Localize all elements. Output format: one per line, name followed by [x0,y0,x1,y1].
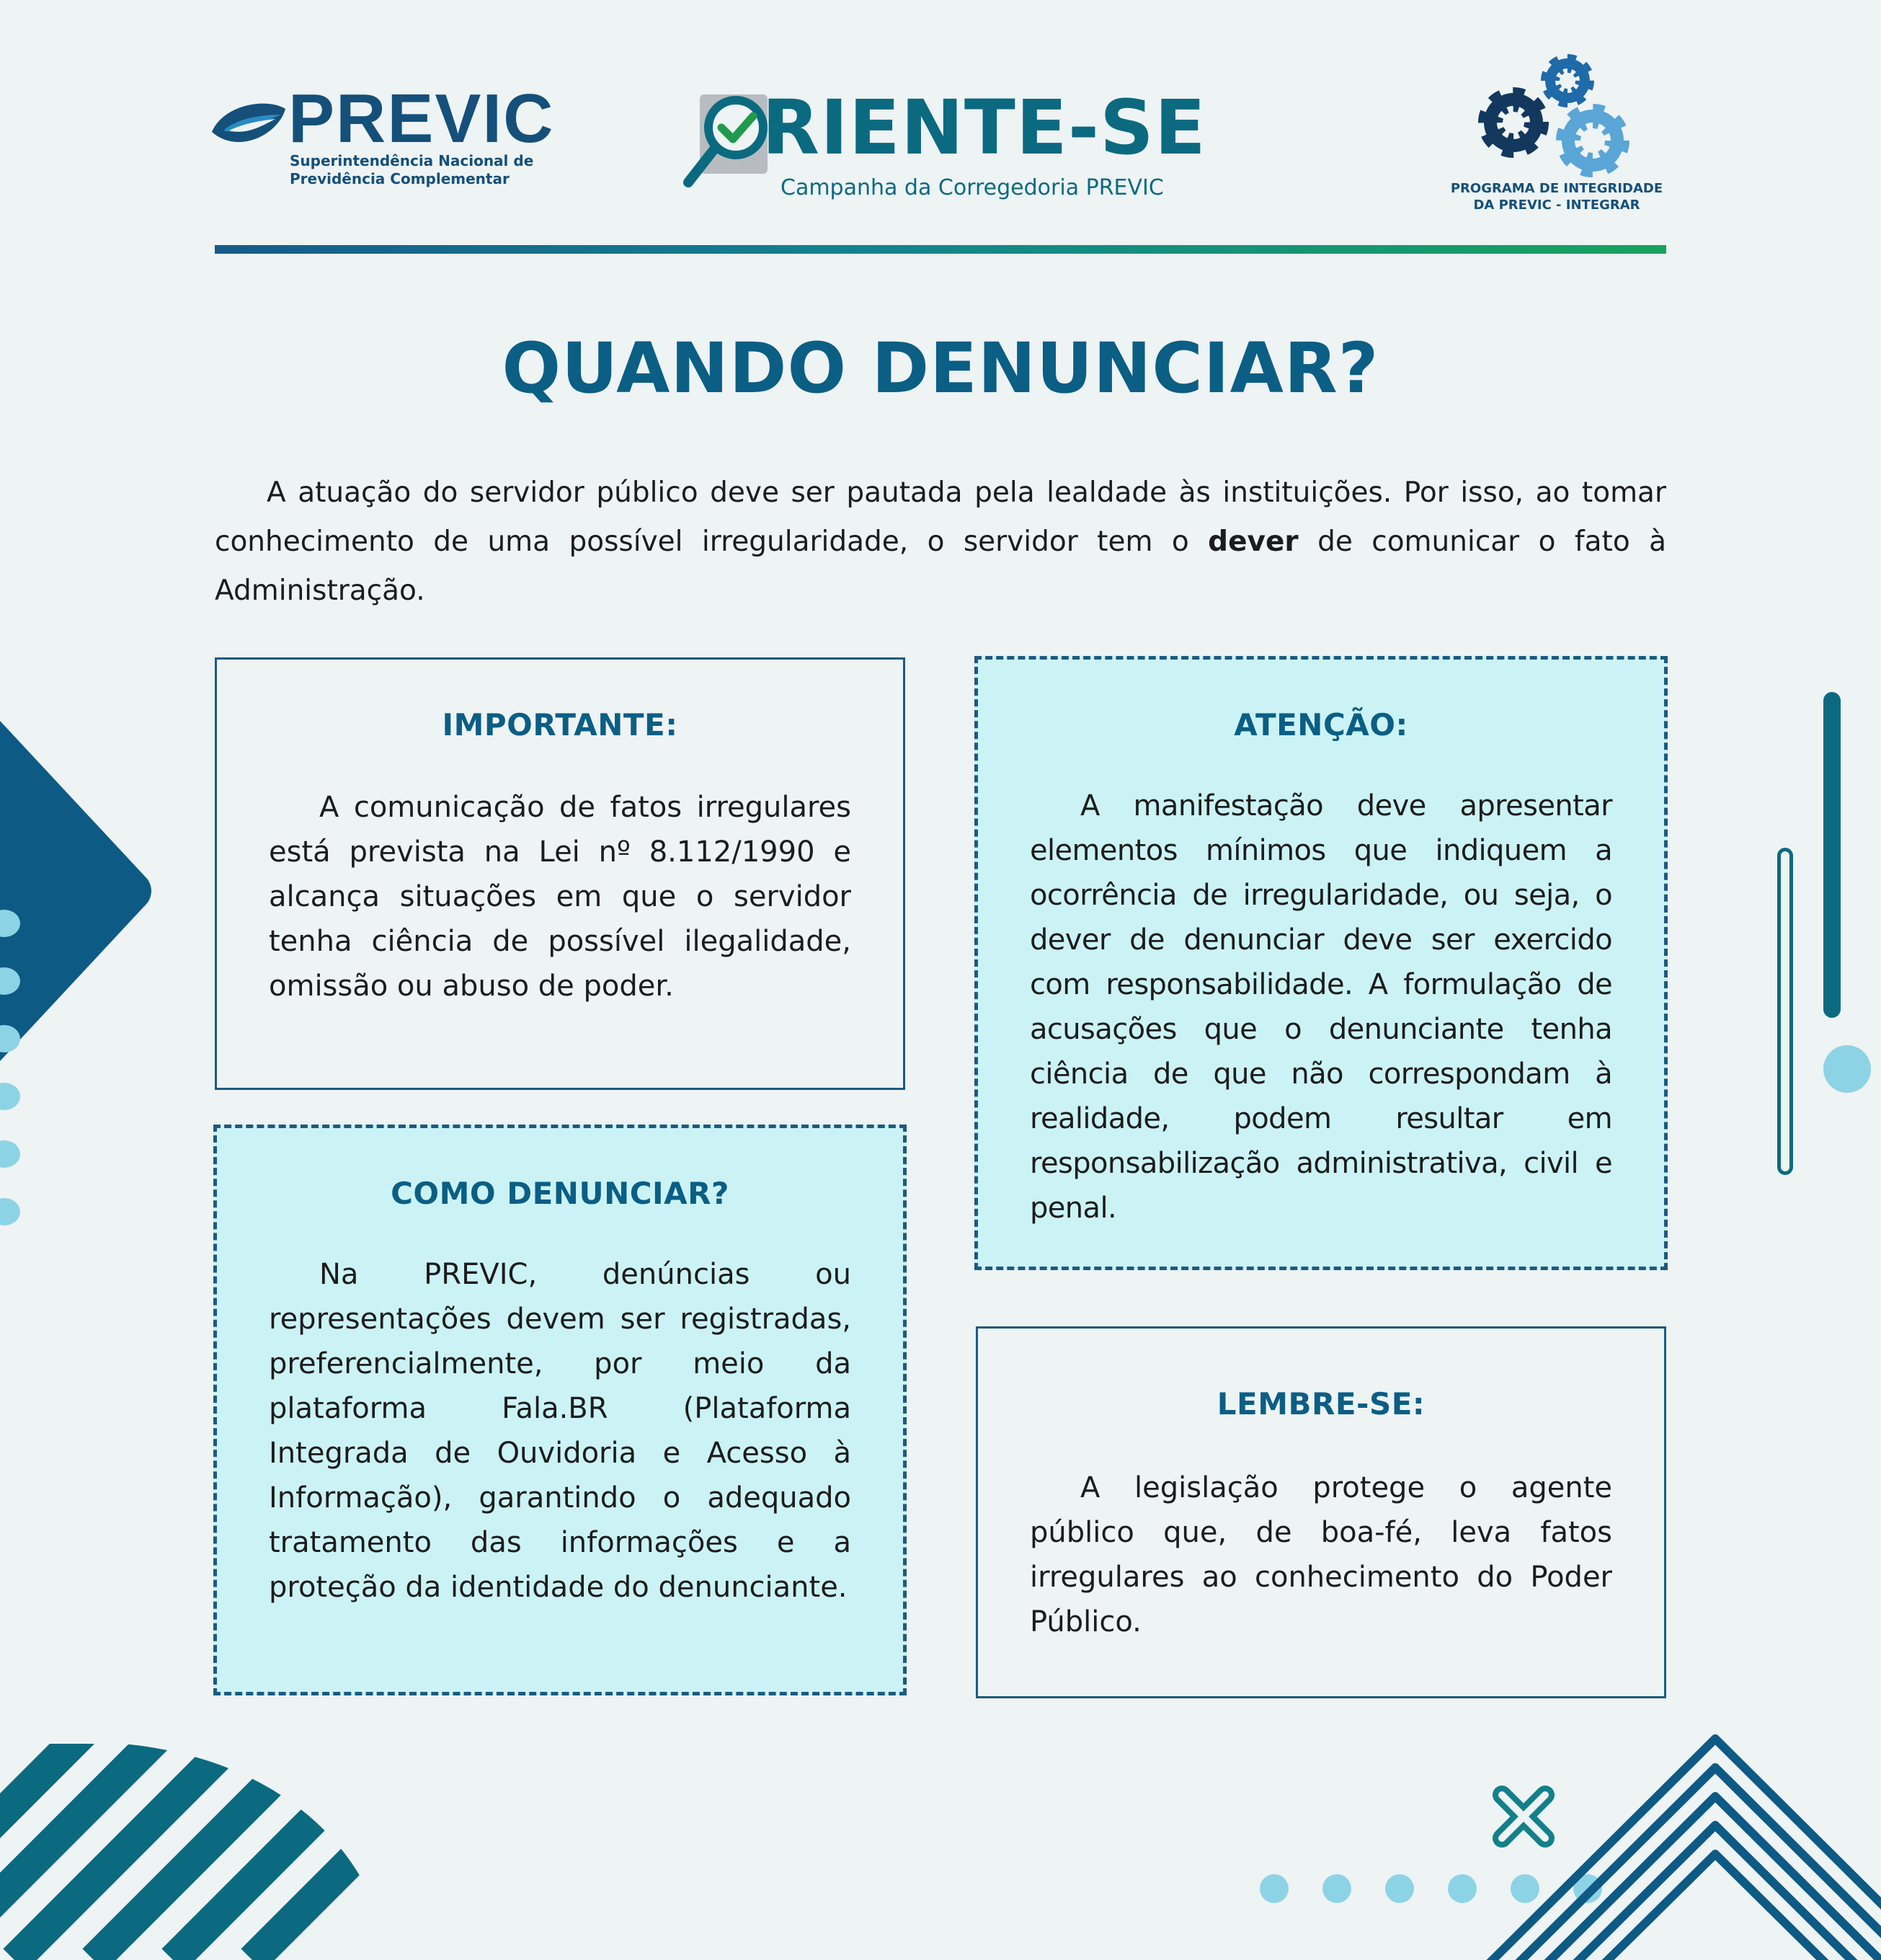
importante-title: IMPORTANTE: [442,707,678,742]
como-denunciar-title: COMO DENUNCIAR? [391,1176,729,1211]
oriente-se-logo [681,84,1214,209]
previc-subtitle: Superintendência Nacional de Previdência Complementar [290,152,534,187]
previc-wordmark: PREVIC [288,80,555,157]
bottom-dot-1 [1260,1874,1289,1903]
como-denunciar-text: Na PREVIC, denúncias ou representações devem ser registradas, preferencialmente, por meio da plataforma Fala.BR (Plataforma Integrada de Ouvidoria e Acesso à Informação), garantindo o adequado tratamento das informações e a proteção da identidade do denunciante. [269,1258,851,1604]
campaign-wordmark: RIENTE-SE [762,84,1206,172]
atencao-box [974,656,1668,1270]
atencao-title: ATENÇÃO: [1234,707,1408,742]
importante-text: A comunicação de fatos irregulares está prevista na Lei nº 8.112/1990 e alcança situações em que o servidor tenha ciência de possível ilegalidade, omissão ou abuso de poder. [269,791,851,1003]
left-diamond-decoration [0,721,159,1067]
previc-emblem-icon [209,99,288,151]
integrar-caption: PROGRAMA DE INTEGRIDADE DA PREVIC - INTEGRAR [1450,181,1663,213]
atencao-text: A manifestação deve apresentar elementos mínimos que indiquem a ocorrência de irregularidade, ou seja, o dever de denunciar deve ser exercido com responsabilidade. A formulação de acusações que o denunciante tenha ciência de que não correspondam à realidade, podem resultar em responsabilização administrativa, civil e penal. [1030,789,1612,1225]
integrar-logo [1449,50,1665,223]
bottom-dot-2 [1322,1874,1351,1903]
lembre-se-text: A legislação protege o agente público que, de boa-fé, leva fatos irregulares ao conhecimento do Poder Público. [1030,1471,1612,1638]
lembre-se-title: LEMBRE-SE: [1217,1386,1426,1422]
campaign-subtitle: Campanha da Corregedoria PREVIC [781,175,1164,200]
gears-icon [1477,50,1636,180]
bottom-left-stripes-decoration [0,1744,389,1960]
intro-paragraph: A atuação do servidor público deve ser pautada pela lealdade às instituições. Por isso, ao tomar conhecimento de uma possível irregularidade, o servidor tem o dever de comunicar o fato à Administração. [215,476,1666,607]
magnifier-check-icon [681,90,775,191]
left-dot-6 [0,1198,20,1225]
como-denunciar-box [213,1125,907,1695]
left-dot-4 [0,1083,20,1110]
lembre-se-box [976,1326,1666,1698]
bottom-dot-3 [1385,1874,1414,1903]
bottom-right-chevrons-decoration [1470,1730,1881,1960]
intro-emphasis: dever [1208,526,1299,558]
right-vertical-outline-bar [1777,848,1793,1175]
right-dot [1823,1045,1871,1093]
header-divider [215,245,1666,254]
previc-logo [209,80,555,198]
importante-box [215,657,905,1090]
right-vertical-bar [1823,692,1841,1018]
left-dot-5 [0,1140,20,1168]
page-title: QUANDO DENUNCIAR? [502,328,1379,409]
